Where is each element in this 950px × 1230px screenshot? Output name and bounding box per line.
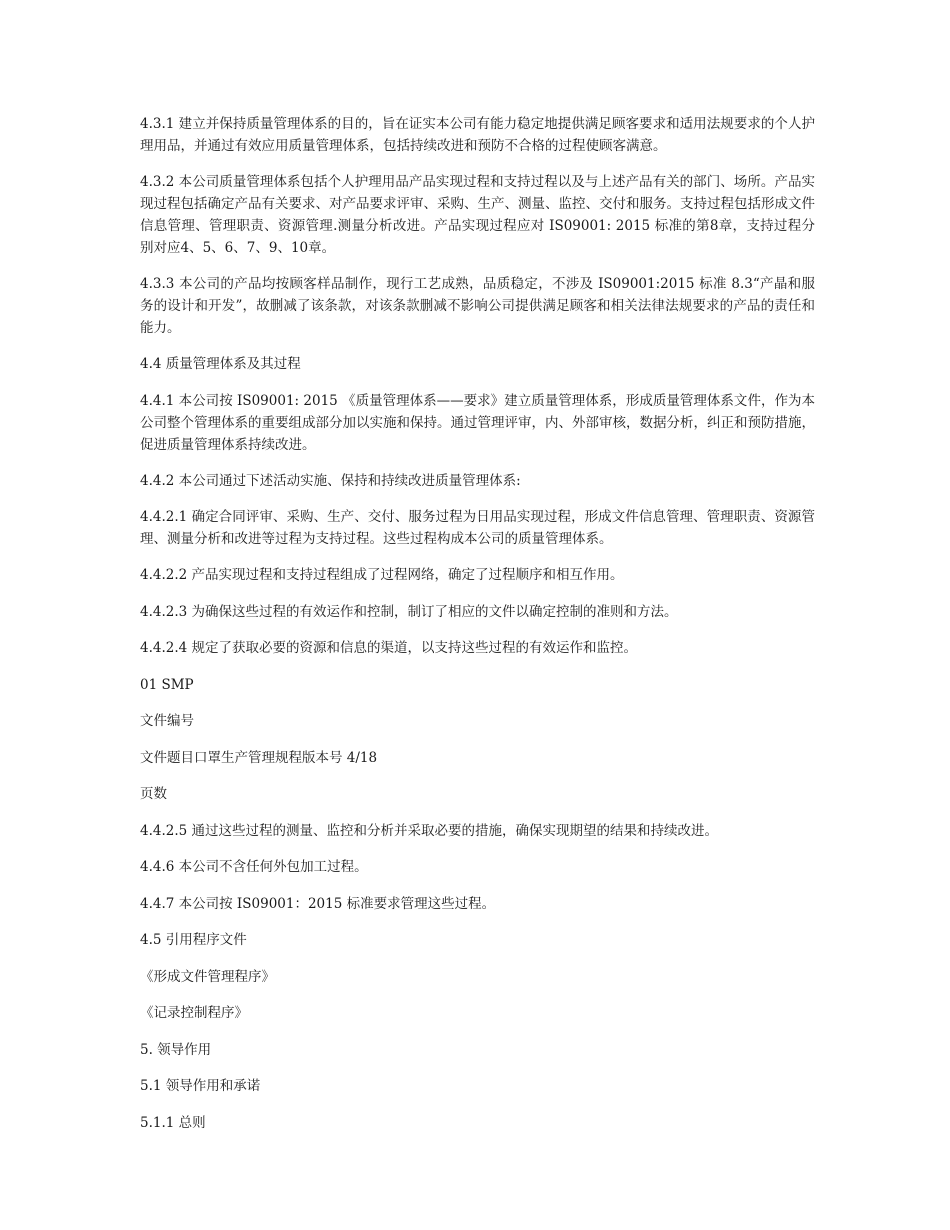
page-count-label: 页数 <box>140 786 167 802</box>
paragraph-4-4-2-3: 4.4.2.3 为确保这些过程的有效运作和控制，制订了相应的文件以确定控制的准则和方法。 <box>140 603 678 620</box>
doc-number-label: 文件编号 <box>140 713 194 729</box>
section-heading-5-1-1: 5.1.1 总则 <box>140 1114 206 1131</box>
section-heading-4-5: 4.5 引用程序文件 <box>140 932 247 948</box>
paragraph-4-4-7: 4.4.7 本公司按 IS09001：2015 标准要求管理这些过程。 <box>140 895 496 912</box>
document-body <box>140 113 815 1148</box>
paragraph-4-3-1: 4.3.1 建立并保持质量管理体系的目的，旨在证实本公司有能力稳定地提供满足顾客要求和适用法规要求的个人护理用品，并通过有效应用质量管理体系，包括持续改进和预防不合格的过程使顾客满意。 <box>140 116 815 154</box>
paragraph-4-4-2-5: 4.4.2.5 通过这些过程的测量、监控和分析并采取必要的措施，确保实现期望的结果和持续改进。 <box>140 822 719 839</box>
paragraph-4-3-3: 4.3.3 本公司的产品均按顾客样品制作，现行工艺成熟，品质稳定，不涉及 IS09001:2015 标准 8.3“产晶和服务的设计和开发”，故删减了该条款，对该条款删减不影响公司提供满足顾客和相关法律法规要求的产品的责任和能力。 <box>140 276 815 336</box>
paragraph-4-4-2-2: 4.4.2.2 产品实现过程和支持过程组成了过程网络，确定了过程顺序和相互作用。 <box>140 567 624 583</box>
doc-title-line: 文件题目口罩生产管理规程版本号 4/18 <box>140 749 378 766</box>
paragraph-4-4-6: 4.4.6 本公司不含任何外包加工过程。 <box>140 859 368 875</box>
paragraph-4-3-2: 4.3.2 本公司质量管理体系包括个人护理用品产品实现过程和支持过程以及与上述产品有关的部门、场所。产品实现过程包括确定产品有关要求、对产品要求评审、采购、生产、测量、监控、交付和服务。支持过程包括形成文件信息管理、管理职责、资源管理.测量分析改进。产品实现过程应对 IS09001: 2015 标准的第8章，支持过程分别对应4、5、6、7、9、10章。 <box>140 174 815 256</box>
referenced-procedure-2: 《记录控制程序》 <box>140 1005 248 1021</box>
section-heading-5-1: 5.1 领导作用和承诺 <box>140 1078 261 1094</box>
doc-code-line: 01 SMP <box>140 676 194 693</box>
paragraph-4-4-2-4: 4.4.2.4 规定了获取必要的资源和信息的渠道，以支持这些过程的有效运作和监控。 <box>140 640 638 656</box>
paragraph-4-4-2-1: 4.4.2.1 确定合同评审、采购、生产、交付、服务过程为日用品实现过程，形成文件信息管理、管理职责、资源管理、测量分析和改进等过程为支持过程。这些过程构成本公司的质量管理体系。 <box>140 509 815 547</box>
section-heading-4-4: 4.4 质量管理体系及其过程 <box>140 356 301 372</box>
paragraph-4-4-1: 4.4.1 本公司按 IS09001: 2015 《质量管理体系——要求》建立质量管理体系，形成质量管理体系文件，作为本公司整个管理体系的重要组成部分加以实施和保持。通过管理评审，内、外部审核，数据分析，纠正和预防措施，促进质量管理体系持续改进。 <box>140 392 815 453</box>
referenced-procedure-1: 《形成文件管理程序》 <box>140 968 275 985</box>
section-heading-5: 5. 领导作用 <box>140 1041 212 1058</box>
paragraph-4-4-2: 4.4.2 本公司通过下述活动实施、保持和持续改进质量管理体系: <box>140 472 521 489</box>
